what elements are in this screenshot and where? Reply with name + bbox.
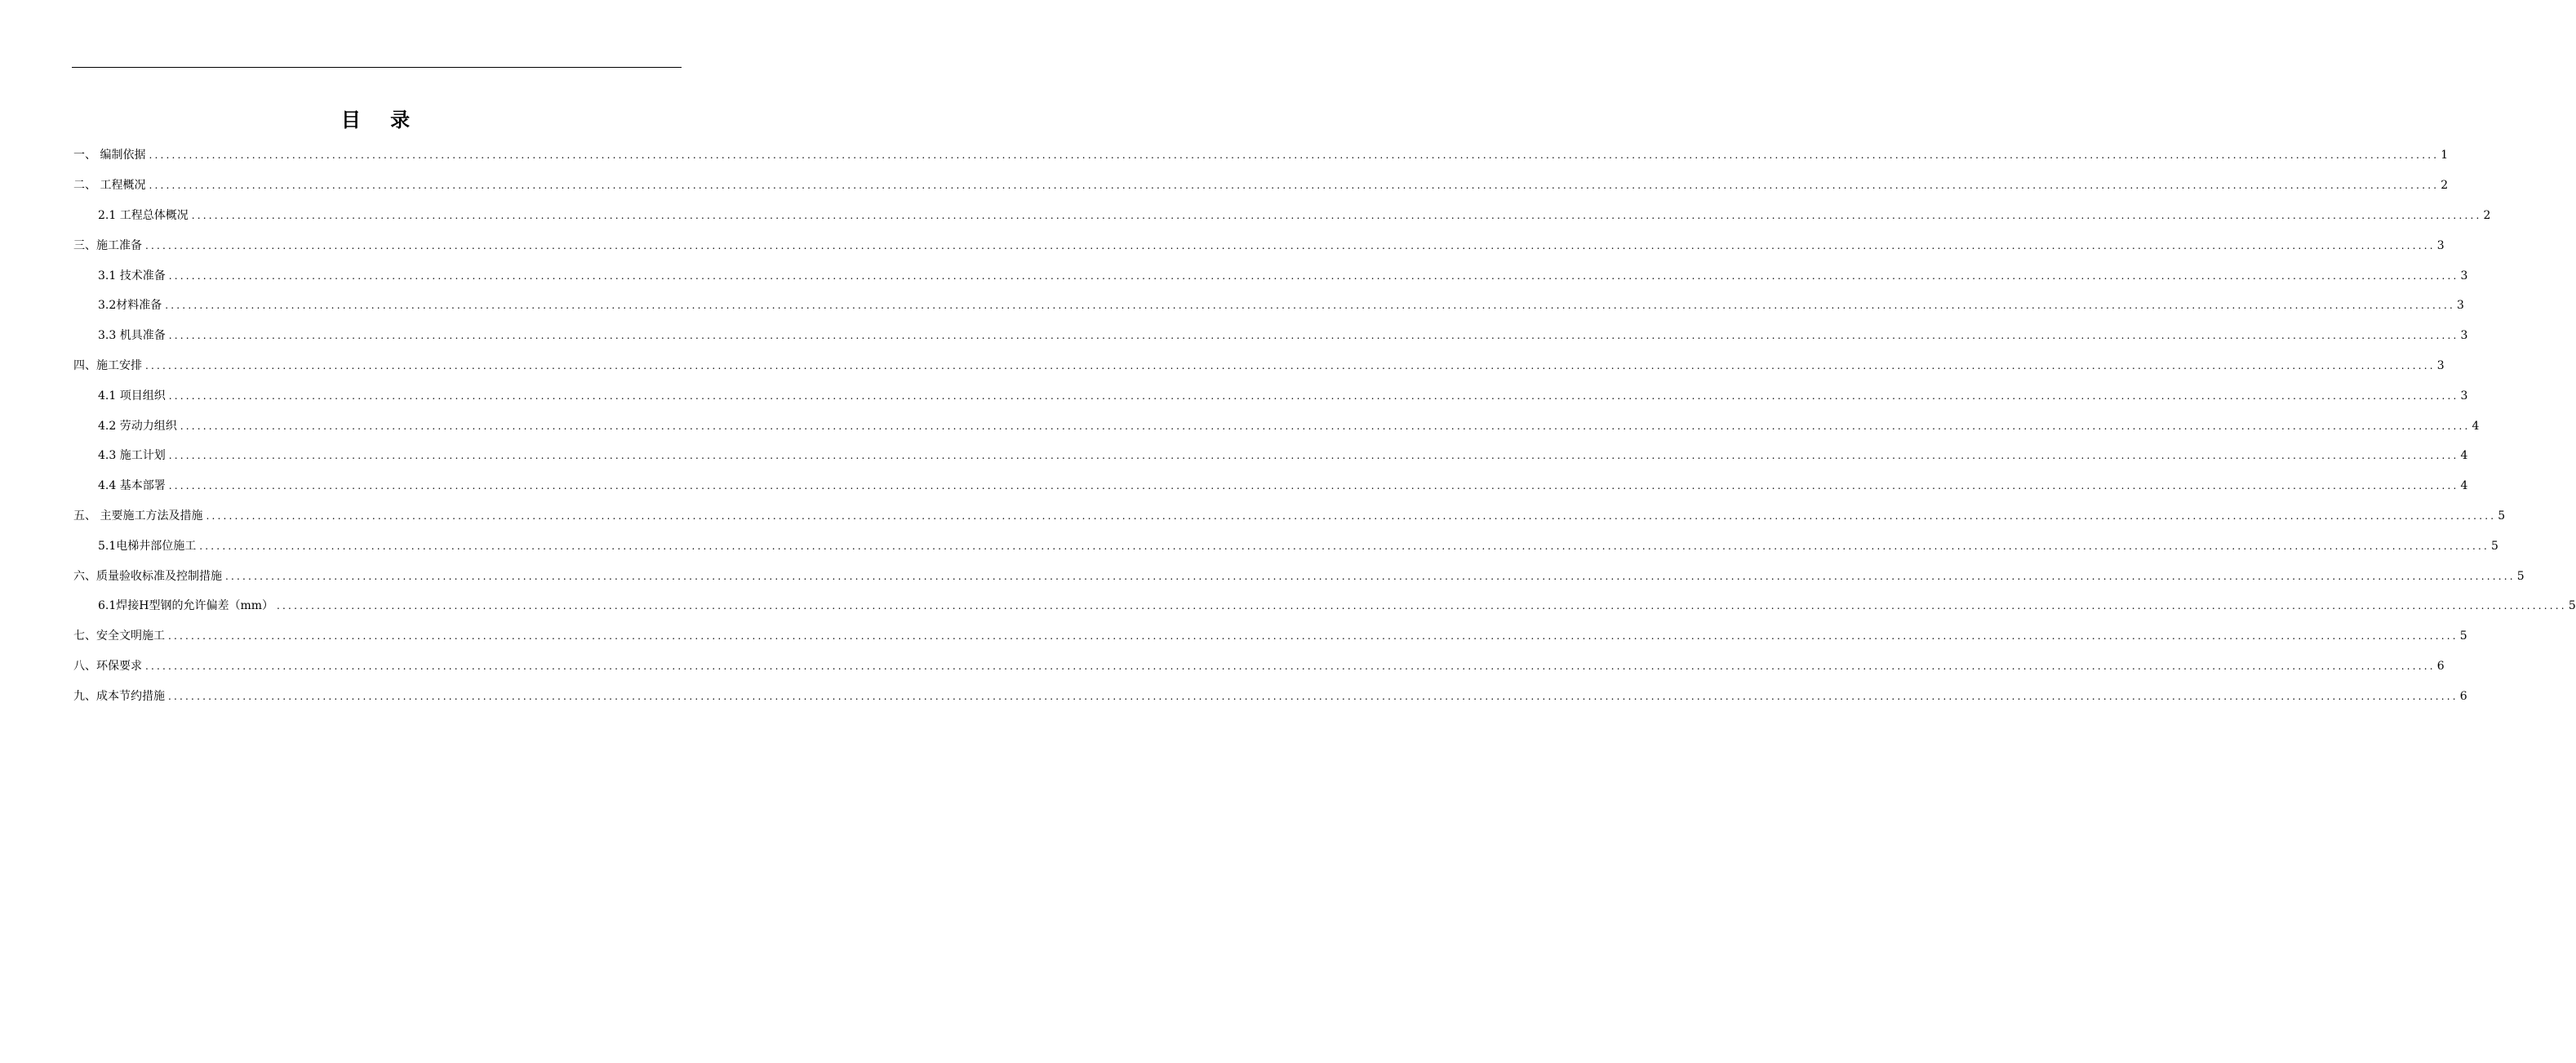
toc-entry[interactable]	[98, 291, 2464, 321]
toc-entry[interactable]	[98, 471, 2468, 501]
toc-leader-dots: ................................................................................................................................................................................................................................................................................................................................................................................................................	[149, 149, 2440, 162]
toc-entry-label: 5.1电梯井部位施工	[98, 539, 197, 553]
toc-entry[interactable]	[98, 321, 2468, 351]
toc-entry-page-number: 3	[2436, 358, 2445, 372]
toc-entry[interactable]	[98, 380, 2468, 411]
toc-entry-label: 二、 工程概况	[73, 179, 146, 193]
toc-entry-page-number: 5	[2516, 569, 2525, 583]
toc-entry-page-number: 3	[2460, 329, 2468, 343]
toc-entry[interactable]	[98, 201, 2491, 231]
toc-entry[interactable]	[98, 411, 2480, 441]
toc-entry-label: 6.1焊接H型钢的允许偏差（mm）	[98, 599, 274, 613]
toc-leader-dots: ................................................................................................................................................................................................................................................................................................................................................................................................................	[225, 570, 2516, 582]
toc-leader-dots: ................................................................................................................................................................................................................................................................................................................................................................................................................	[168, 450, 2459, 462]
toc-entry-label: 2.1 工程总体概况	[98, 208, 189, 222]
toc-entry-page-number: 4	[2460, 479, 2468, 493]
toc-leader-dots: ................................................................................................................................................................................................................................................................................................................................................................................................................	[145, 660, 2436, 672]
toc-leader-dots: ................................................................................................................................................................................................................................................................................................................................................................................................................	[168, 269, 2459, 282]
toc-entry[interactable]	[98, 260, 2468, 291]
toc-leader-dots: ................................................................................................................................................................................................................................................................................................................................................................................................................	[180, 420, 2471, 432]
toc-leader-dots: ................................................................................................................................................................................................................................................................................................................................................................................................................	[168, 690, 2458, 702]
toc-leader-dots: ................................................................................................................................................................................................................................................................................................................................................................................................................	[168, 389, 2459, 402]
toc-entry[interactable]	[73, 230, 2445, 260]
toc-entry-label: 3.1 技术准备	[98, 269, 166, 282]
toc-entry-page-number: 4	[2472, 419, 2480, 433]
page-title: 目 录	[340, 109, 422, 131]
toc-leader-dots: ................................................................................................................................................................................................................................................................................................................................................................................................................	[145, 239, 2436, 251]
toc-leader-dots: ................................................................................................................................................................................................................................................................................................................................................................................................................	[145, 359, 2436, 371]
toc-entry[interactable]	[73, 351, 2445, 381]
toc-entry-page-number: 5	[2491, 539, 2498, 553]
toc-leader-dots: ................................................................................................................................................................................................................................................................................................................................................................................................................	[149, 180, 2440, 192]
toc-entry[interactable]	[73, 561, 2525, 591]
toc-entry-page-number: 3	[2436, 238, 2445, 252]
toc-entry-page-number: 5	[2568, 599, 2576, 613]
toc-entry-page-number: 6	[2436, 659, 2445, 673]
toc-entry-page-number: 3	[2457, 299, 2464, 313]
toc-entry-label: 4.2 劳动力组织	[98, 419, 177, 433]
toc-entry-page-number: 2	[2441, 179, 2449, 193]
toc-entry-label: 3.2材料准备	[98, 299, 162, 313]
toc-entry-label: 一、 编制依据	[73, 149, 146, 162]
toc-leader-dots: ................................................................................................................................................................................................................................................................................................................................................................................................................	[168, 630, 2458, 643]
toc-entry[interactable]	[73, 501, 2506, 532]
toc-entry-page-number: 5	[2498, 509, 2506, 523]
toc-entry-label: 3.3 机具准备	[98, 329, 166, 343]
toc-leader-dots: ................................................................................................................................................................................................................................................................................................................................................................................................................	[199, 540, 2490, 552]
toc-entry-label: 九、成本节约措施	[73, 689, 165, 703]
toc-entry-page-number: 3	[2460, 269, 2468, 282]
toc-leader-dots: ................................................................................................................................................................................................................................................................................................................................................................................................................	[206, 509, 2497, 522]
toc-entry[interactable]	[73, 621, 2467, 652]
toc-entry-label: 五、 主要施工方法及措施	[73, 509, 203, 523]
toc-leader-dots: ................................................................................................................................................................................................................................................................................................................................................................................................................	[168, 330, 2459, 342]
toc-entry[interactable]	[73, 171, 2449, 201]
toc-leader-dots: ................................................................................................................................................................................................................................................................................................................................................................................................................	[168, 480, 2459, 492]
toc-leader-dots: ................................................................................................................................................................................................................................................................................................................................................................................................................	[277, 600, 2567, 612]
toc-entry-label: 八、环保要求	[73, 659, 142, 673]
toc-entry[interactable]	[73, 681, 2467, 711]
toc-entry-page-number: 5	[2459, 629, 2467, 643]
toc-entry-label: 4.1 项目组织	[98, 389, 166, 403]
toc-leader-dots: ................................................................................................................................................................................................................................................................................................................................................................................................................	[165, 300, 2456, 312]
toc-entry-page-number: 2	[2483, 208, 2491, 222]
toc-entry[interactable]	[98, 591, 2576, 621]
toc-entry-page-number: 6	[2459, 689, 2467, 703]
toc-entry-label: 三、施工准备	[73, 238, 142, 252]
toc-entry-page-number: 3	[2460, 389, 2468, 403]
toc-entry[interactable]	[98, 441, 2468, 471]
toc-entry-label: 4.3 施工计划	[98, 449, 166, 463]
toc-entry-page-number: 4	[2460, 449, 2468, 463]
toc-leader-dots: ................................................................................................................................................................................................................................................................................................................................................................................................................	[191, 209, 2482, 221]
header-rule	[72, 67, 682, 68]
toc-entry-label: 七、安全文明施工	[73, 629, 165, 643]
toc-entry-label: 四、施工安排	[73, 358, 142, 372]
toc-entry-page-number: 1	[2441, 149, 2449, 162]
toc-entry-label: 六、质量验收标准及控制措施	[73, 569, 222, 583]
toc-entry[interactable]	[73, 652, 2445, 682]
toc-entry[interactable]	[98, 531, 2498, 561]
toc-entry[interactable]	[73, 140, 2449, 171]
toc-entry-label: 4.4 基本部署	[98, 479, 166, 493]
